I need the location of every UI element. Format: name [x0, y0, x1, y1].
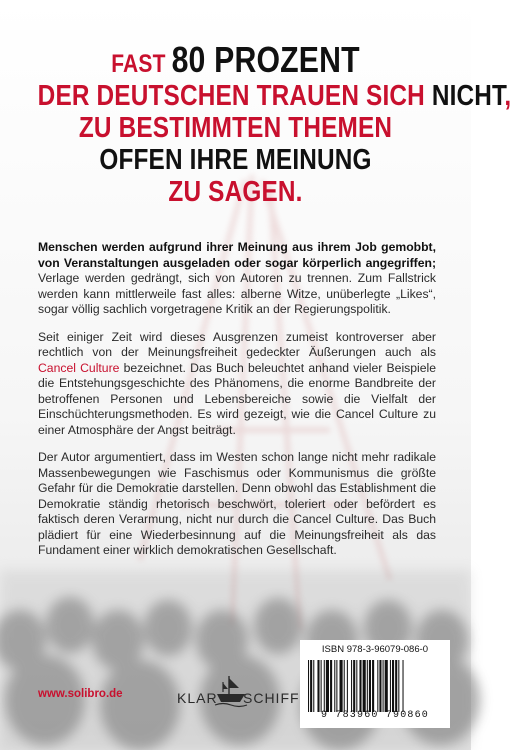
- paragraph-2-part-b: bezeichnet. Das Buch beleuchtet anhand vieler Beispiele die Entstehungsgeschichte des Phänomens, die enorme Bandbreite der betroffenen Personen und Lebensbereiche sowie die Vielfalt der Einschüchterungsmethoden. Es wird gezeigt, wie die Cancel Culture zu einer Atmosphäre der Angst beiträgt.: [38, 360, 436, 437]
- barcode-bar: [317, 660, 319, 712]
- publisher-website[interactable]: www.solibro.de: [38, 688, 123, 700]
- barcode-bar: [403, 660, 404, 712]
- headline-line-3: ZU BESTIMMTEN THEMEN: [78, 112, 393, 144]
- cancel-culture-highlight: Cancel Culture: [38, 360, 120, 375]
- paragraph-1: [38, 240, 436, 318]
- publisher-logo: [177, 672, 305, 716]
- paragraph-2-part-a: Seit einiger Zeit wird dieses Ausgrenzen zumeist kontroverser aber rechtlich von der Meinungsfreiheit gedeckter Äußerungen auch als: [38, 329, 436, 359]
- barcode-bar: [340, 660, 343, 712]
- barcode-bar: [398, 660, 399, 712]
- isbn-text: ISBN 978-3-96079-086-0: [321, 644, 429, 655]
- barcode-bar: [372, 660, 374, 712]
- barcode-bar: [369, 660, 371, 712]
- headline-comma: ,: [504, 80, 511, 112]
- barcode-bar: [334, 660, 335, 712]
- barcode-bar: [347, 660, 348, 712]
- barcode-bar: [385, 660, 388, 712]
- headline-line-1: [38, 39, 434, 80]
- barcode-bar: [308, 660, 309, 712]
- headline-line-2: [37, 80, 511, 112]
- paragraph-1-rest: Verlage werden gedrängt, sich von Autoren zu trennen. Zum Fallstrick werden kann mittlerweile fast alles: alberne Witze, unüberlegte „Likes“, sogar völlig sachlich vorgetragene Kritik an der Regierungspolitik.: [38, 271, 436, 316]
- barcode-bar: [313, 660, 314, 712]
- barcode-bar: [367, 660, 368, 712]
- headline-deutschen: DER DEUTSCHEN TRAUEN SICH: [37, 80, 432, 112]
- paragraph-3: Der Autor argumentiert, dass im Westen schon lange nicht mehr radikale Massenbewegungen wie Faschismus oder Kommunismus die größte Gefahr für die Demokratie darstellen. Denn obwohl das Establishment die Demokratie ständig rhetorisch beschwört, toleriert oder befördert es faktisch deren Verarmung, nicht nur durch die Cancel Culture. Das Buch plädiert für eine Wiederbesinnung auf die Meinungsfreiheit als das Fundament einer wirklich demokratischen Gesellschaft.: [38, 450, 436, 557]
- headline-fast: FAST: [111, 50, 172, 78]
- barcode-bar: [336, 660, 337, 712]
- headline-nicht: NICHT: [431, 80, 505, 112]
- barcode-bar: [321, 660, 322, 712]
- headline-line-4: OFFEN IHRE MEINUNG: [99, 144, 372, 176]
- barcode-bar: [363, 660, 366, 712]
- barcode-bar: [377, 660, 378, 712]
- barcode-bar: [383, 660, 384, 712]
- barcode-bar: [356, 660, 357, 712]
- barcode-bar: [353, 660, 355, 712]
- barcode-bar: [392, 660, 394, 712]
- barcode-bar: [359, 660, 361, 712]
- barcode-bar: [324, 660, 325, 712]
- barcode-bar: [395, 660, 397, 712]
- barcode-bar: [344, 660, 345, 712]
- logo-text-schiff: SCHIFF: [243, 690, 300, 706]
- headline-80-prozent: 80 PROZENT: [171, 39, 360, 80]
- headline-line-5: ZU SAGEN.: [168, 176, 303, 208]
- paragraph-2: [38, 330, 436, 439]
- barcode-bar: [310, 660, 312, 712]
- headline: [37, 39, 511, 208]
- blurb-text: [38, 240, 436, 571]
- isbn-barcode-box: [300, 640, 450, 728]
- barcode-bar: [330, 660, 332, 712]
- logo-text-klar: KLAR: [177, 690, 218, 706]
- barcode-graphic: [306, 660, 444, 712]
- barcode-bar: [390, 660, 391, 712]
- barcode-bar: [379, 660, 381, 712]
- paragraph-1-bold: Menschen werden aufgrund ihrer Meinung aus ihrem Job gemobbt, von Veranstaltungen ausgeladen oder sogar körperlich angegriffen;: [38, 240, 436, 270]
- barcode-digits: 9 783960 790860: [320, 710, 429, 721]
- barcode-bar: [351, 660, 352, 712]
- barcode-bar: [326, 660, 329, 712]
